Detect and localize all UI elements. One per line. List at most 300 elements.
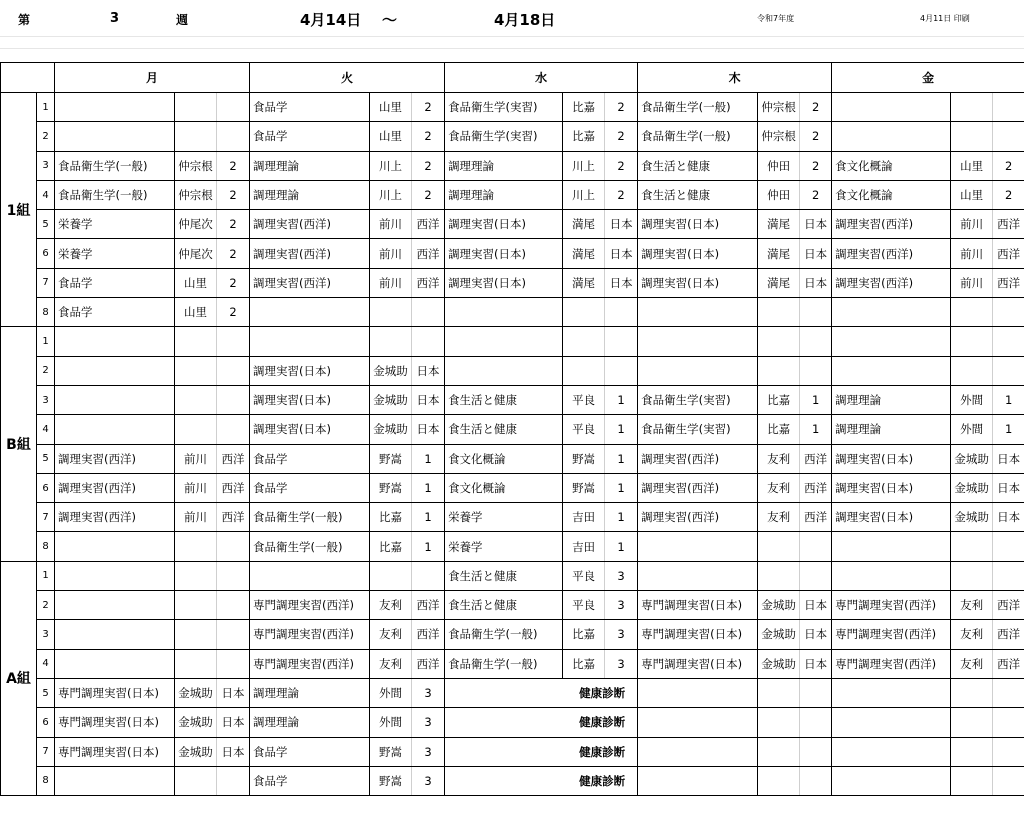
teacher-cell: 比嘉 [563,649,605,678]
subject-cell [55,591,175,620]
teacher-cell: 前川 [175,473,217,502]
subject-cell [832,298,951,327]
subject-cell [832,766,951,795]
subject-cell: 調理理論 [250,678,370,707]
period-number: 1 [37,561,55,590]
teacher-cell: 前川 [370,210,412,239]
teacher-cell: 仲宗根 [758,93,800,122]
room-cell: 3 [605,591,638,620]
room-cell: 日本 [800,620,832,649]
teacher-cell: 川上 [563,151,605,180]
teacher-cell: 野嵩 [370,737,412,766]
room-cell [800,678,832,707]
subject-cell [638,532,758,561]
period-row [1,620,1024,649]
teacher-cell [758,532,800,561]
room-cell: 2 [800,122,832,151]
timetable [0,62,1024,796]
teacher-cell: 金城助 [951,473,993,502]
subject-cell [638,708,758,737]
teacher-cell: 山里 [951,151,993,180]
teacher-cell [951,122,993,151]
subject-cell: 食品衛生学(実習) [638,415,758,444]
teacher-cell [951,93,993,122]
subject-cell: 専門調理実習(西洋) [250,649,370,678]
period-row [1,649,1024,678]
room-cell: 日本 [800,591,832,620]
period-number: 3 [37,385,55,414]
room-cell: 西洋 [412,210,445,239]
teacher-cell: 野嵩 [370,473,412,502]
room-cell [217,415,250,444]
room-cell: 1 [412,503,445,532]
teacher-cell: 山里 [951,180,993,209]
teacher-cell: 平良 [563,561,605,590]
period-number: 6 [37,708,55,737]
teacher-cell [175,327,217,356]
subject-cell: 食品衛生学(一般) [445,649,563,678]
period-row [1,444,1024,473]
subject-cell [55,327,175,356]
room-cell [993,678,1024,707]
room-cell: 3 [605,561,638,590]
teacher-cell [175,561,217,590]
teacher-cell [175,649,217,678]
subject-cell: 調理理論 [832,415,951,444]
room-cell [800,737,832,766]
teacher-cell: 前川 [175,503,217,532]
teacher-cell: 満尾 [563,239,605,268]
room-cell [412,561,445,590]
period-row [1,678,1024,707]
subject-cell: 食品学 [250,122,370,151]
room-cell: 日本 [412,385,445,414]
room-cell: 2 [217,180,250,209]
teacher-cell: 金城助 [370,356,412,385]
room-cell: 2 [605,180,638,209]
teacher-cell [951,766,993,795]
event-cell: 健康診断 [445,737,638,766]
room-cell [800,766,832,795]
teacher-cell [951,678,993,707]
period-row [1,327,1024,356]
room-cell: 日本 [217,708,250,737]
subject-cell [250,561,370,590]
teacher-cell [758,356,800,385]
teacher-cell: 友利 [758,444,800,473]
period-row [1,356,1024,385]
subject-cell: 調理実習(西洋) [638,473,758,502]
subject-cell: 調理実習(日本) [832,473,951,502]
room-cell: 3 [412,678,445,707]
period-number: 6 [37,239,55,268]
room-cell [993,327,1024,356]
subject-cell [445,327,563,356]
teacher-cell: 友利 [370,591,412,620]
teacher-cell [563,356,605,385]
room-cell: 日本 [217,737,250,766]
room-cell: 西洋 [412,239,445,268]
subject-cell: 食品学 [55,268,175,297]
room-cell: 2 [217,298,250,327]
teacher-cell: 満尾 [563,268,605,297]
period-number: 2 [37,356,55,385]
subject-cell: 専門調理実習(西洋) [832,620,951,649]
teacher-cell: 仲尾次 [175,210,217,239]
room-cell [993,532,1024,561]
teacher-cell [951,298,993,327]
teacher-cell: 仲宗根 [758,122,800,151]
room-cell [993,356,1024,385]
subject-cell [832,93,951,122]
subject-cell [638,561,758,590]
room-cell: 日本 [605,268,638,297]
room-cell: 日本 [605,210,638,239]
subject-cell: 調理実習(西洋) [832,239,951,268]
day-header-row [1,63,1024,93]
teacher-cell: 金城助 [951,444,993,473]
period-row [1,708,1024,737]
room-cell: 2 [217,210,250,239]
room-cell [993,298,1024,327]
subject-cell [55,620,175,649]
subject-cell: 調理実習(日本) [832,503,951,532]
subject-cell: 栄養学 [55,239,175,268]
teacher-cell [758,766,800,795]
subject-cell [55,649,175,678]
room-cell: 日本 [412,415,445,444]
room-cell: 2 [217,239,250,268]
teacher-cell: 前川 [951,210,993,239]
subject-cell: 食生活と健康 [638,180,758,209]
room-cell: 西洋 [800,473,832,502]
subject-cell: 食品学 [55,298,175,327]
teacher-cell: 金城助 [175,708,217,737]
room-cell [217,766,250,795]
teacher-cell [563,327,605,356]
period-number: 4 [37,649,55,678]
room-cell: 西洋 [993,268,1024,297]
teacher-cell: 満尾 [758,210,800,239]
teacher-cell: 友利 [370,649,412,678]
group-label: B組 [1,327,37,561]
day-header: 水 [445,63,638,93]
room-cell [800,327,832,356]
room-cell: 2 [605,93,638,122]
room-cell: 日本 [800,239,832,268]
subject-cell [638,766,758,795]
room-cell: 西洋 [412,620,445,649]
subject-cell: 食生活と健康 [445,385,563,414]
day-header: 月 [55,63,250,93]
room-cell [993,708,1024,737]
period-row [1,122,1024,151]
subject-cell: 食品衛生学(実習) [638,385,758,414]
teacher-cell: 仲田 [758,180,800,209]
teacher-cell: 野嵩 [370,766,412,795]
room-cell [993,766,1024,795]
teacher-cell: 仲宗根 [175,180,217,209]
subject-cell: 専門調理実習(日本) [638,649,758,678]
teacher-cell [951,356,993,385]
subject-cell [55,93,175,122]
subject-cell: 食品衛生学(一般) [638,93,758,122]
room-cell: 西洋 [412,649,445,678]
teacher-cell: 外間 [370,678,412,707]
room-cell: 日本 [605,239,638,268]
subject-cell: 食品学 [250,737,370,766]
teacher-cell: 仲宗根 [175,151,217,180]
period-number: 3 [37,620,55,649]
period-row [1,239,1024,268]
subject-cell: 調理実習(日本) [445,210,563,239]
teacher-cell: 仲尾次 [175,239,217,268]
teacher-cell: 満尾 [563,210,605,239]
subject-cell: 食品衛生学(一般) [638,122,758,151]
week-suffix: 週 [176,13,189,27]
subject-cell [832,737,951,766]
subject-cell: 調理実習(西洋) [55,473,175,502]
teacher-cell: 吉田 [563,532,605,561]
period-number: 5 [37,678,55,707]
subject-cell: 食文化概論 [445,444,563,473]
room-cell [800,298,832,327]
room-cell: 1 [605,503,638,532]
subject-cell [55,385,175,414]
teacher-cell: 金城助 [370,415,412,444]
period-number: 1 [37,93,55,122]
room-cell: 西洋 [993,210,1024,239]
subject-cell: 食品衛生学(実習) [445,93,563,122]
subject-cell [55,415,175,444]
teacher-cell [370,327,412,356]
subject-cell: 専門調理実習(西洋) [250,591,370,620]
room-cell: 2 [800,93,832,122]
room-cell: 3 [605,649,638,678]
day-header: 木 [638,63,832,93]
room-cell: 1 [800,415,832,444]
subject-cell: 調理理論 [832,385,951,414]
timetable-body [1,63,1024,796]
teacher-cell: 比嘉 [758,415,800,444]
fiscal-year: 令和7年度 [757,14,795,23]
subject-cell: 調理理論 [250,708,370,737]
teacher-cell: 比嘉 [758,385,800,414]
period-number: 8 [37,532,55,561]
subject-cell: 調理実習(日本) [638,210,758,239]
room-cell [412,327,445,356]
room-cell: 西洋 [217,503,250,532]
room-cell [217,649,250,678]
teacher-cell: 比嘉 [563,620,605,649]
event-cell: 健康診断 [445,708,638,737]
event-cell: 健康診断 [445,678,638,707]
subject-cell [832,122,951,151]
teacher-cell: 野嵩 [563,444,605,473]
teacher-cell: 前川 [951,268,993,297]
teacher-cell: 山里 [370,93,412,122]
subject-cell: 食品衛生学(一般) [250,532,370,561]
teacher-cell [175,415,217,444]
teacher-cell: 平良 [563,415,605,444]
subject-cell: 調理実習(日本) [445,268,563,297]
teacher-cell [951,737,993,766]
period-number: 4 [37,415,55,444]
teacher-cell [951,561,993,590]
room-cell [993,122,1024,151]
teacher-cell: 前川 [370,268,412,297]
group-label: A組 [1,561,37,795]
teacher-cell: 川上 [370,180,412,209]
subject-cell: 専門調理実習(日本) [55,708,175,737]
date-range-tilde: ～ [382,11,398,29]
room-cell [217,122,250,151]
subject-cell [445,356,563,385]
day-header: 火 [250,63,445,93]
room-cell: 日本 [217,678,250,707]
subject-cell: 調理理論 [250,180,370,209]
room-cell [217,327,250,356]
teacher-cell [175,93,217,122]
room-cell: 西洋 [993,591,1024,620]
period-row [1,473,1024,502]
room-cell: 2 [993,180,1024,209]
print-date: 4月11日 印刷 [920,14,970,23]
teacher-cell: 金城助 [758,649,800,678]
room-cell: 2 [800,180,832,209]
subject-cell: 食品衛生学(一般) [55,180,175,209]
subject-cell [638,737,758,766]
room-cell: 3 [412,708,445,737]
subject-cell: 食文化概論 [832,180,951,209]
period-row [1,532,1024,561]
period-number: 2 [37,122,55,151]
teacher-cell: 友利 [951,649,993,678]
room-cell [412,298,445,327]
room-cell: 西洋 [800,444,832,473]
corner-cell [1,63,55,93]
teacher-cell: 満尾 [758,239,800,268]
teacher-cell: 金城助 [175,678,217,707]
teacher-cell [758,327,800,356]
teacher-cell [758,737,800,766]
teacher-cell [951,708,993,737]
teacher-cell [175,122,217,151]
period-row [1,561,1024,590]
room-cell: 2 [217,268,250,297]
subject-cell: 食生活と健康 [445,591,563,620]
period-row [1,268,1024,297]
subject-cell [638,678,758,707]
subject-cell: 食品学 [250,473,370,502]
teacher-cell: 比嘉 [370,532,412,561]
teacher-cell [951,327,993,356]
teacher-cell: 友利 [370,620,412,649]
subject-cell: 調理実習(日本) [250,356,370,385]
room-cell: 西洋 [993,649,1024,678]
subject-cell: 食生活と健康 [445,415,563,444]
subject-cell: 食品衛生学(一般) [250,503,370,532]
room-cell: 1 [605,385,638,414]
subject-cell: 調理実習(日本) [832,444,951,473]
teacher-cell: 山里 [175,268,217,297]
room-cell: 西洋 [993,620,1024,649]
teacher-cell [175,620,217,649]
teacher-cell: 比嘉 [370,503,412,532]
subject-cell [638,327,758,356]
group-label: 1組 [1,93,37,327]
subject-cell: 調理実習(日本) [445,239,563,268]
subject-cell: 調理理論 [250,151,370,180]
teacher-cell [951,532,993,561]
room-cell: 日本 [412,356,445,385]
room-cell: 西洋 [800,503,832,532]
period-row [1,737,1024,766]
subject-cell: 食品学 [250,444,370,473]
subject-cell: 調理実習(西洋) [55,444,175,473]
room-cell [605,298,638,327]
subject-cell [832,708,951,737]
room-cell: 1 [412,444,445,473]
period-number: 8 [37,298,55,327]
room-cell: 西洋 [217,444,250,473]
subject-cell [250,298,370,327]
period-row [1,385,1024,414]
period-number: 5 [37,444,55,473]
start-date: 4月14日 [300,11,362,29]
period-number: 7 [37,737,55,766]
subject-cell: 専門調理実習(西洋) [832,649,951,678]
subject-cell: 調理実習(日本) [638,239,758,268]
teacher-cell: 山里 [175,298,217,327]
subject-cell: 調理実習(西洋) [638,503,758,532]
subject-cell: 食品衛生学(実習) [445,122,563,151]
teacher-cell: 前川 [370,239,412,268]
period-row [1,180,1024,209]
teacher-cell: 友利 [758,503,800,532]
subject-cell: 調理実習(日本) [250,415,370,444]
room-cell: 1 [412,532,445,561]
room-cell: 日本 [800,268,832,297]
teacher-cell: 金城助 [370,385,412,414]
subject-cell [832,532,951,561]
teacher-cell: 比嘉 [563,93,605,122]
teacher-cell: 川上 [563,180,605,209]
subject-cell: 調理実習(西洋) [638,444,758,473]
subject-cell [832,678,951,707]
period-row [1,591,1024,620]
subject-cell: 専門調理実習(日本) [638,591,758,620]
teacher-cell: 金城助 [175,737,217,766]
period-row [1,151,1024,180]
subject-cell [638,356,758,385]
room-cell: 西洋 [412,591,445,620]
subject-cell: 食品学 [250,766,370,795]
teacher-cell: 比嘉 [563,122,605,151]
subject-cell: 調理実習(西洋) [832,268,951,297]
teacher-cell: 友利 [758,473,800,502]
subject-cell [832,327,951,356]
subject-cell [55,122,175,151]
teacher-cell [175,356,217,385]
subject-cell: 調理実習(西洋) [832,210,951,239]
subject-cell: 栄養学 [55,210,175,239]
teacher-cell [175,766,217,795]
subject-cell: 専門調理実習(西洋) [250,620,370,649]
teacher-cell: 金城助 [758,620,800,649]
subject-cell: 専門調理実習(日本) [638,620,758,649]
room-cell: 1 [605,444,638,473]
